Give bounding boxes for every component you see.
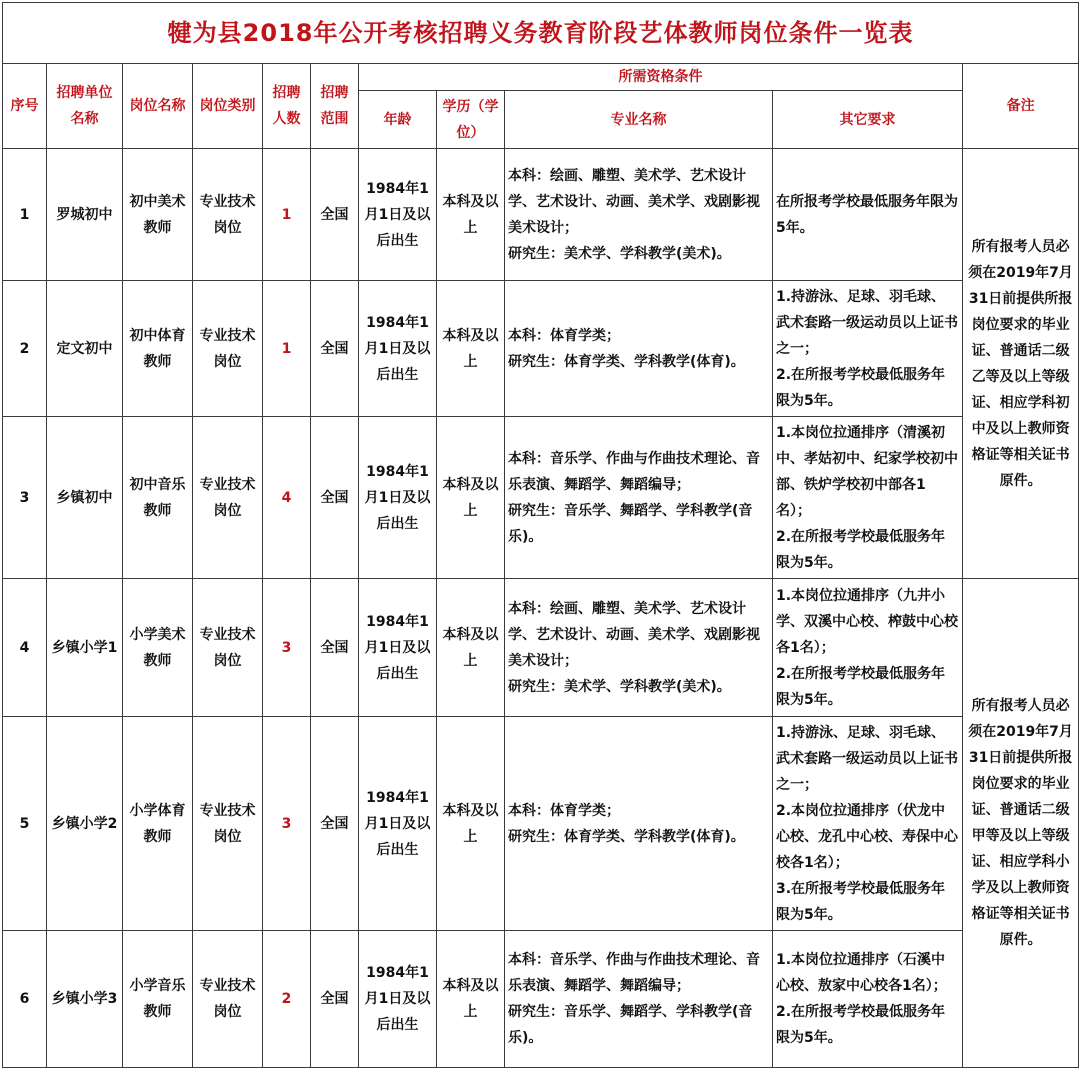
table-row	[3, 931, 1079, 1068]
cell-seq: 1	[3, 149, 47, 281]
page-title: 犍为县2018年公开考核招聘义务教育阶段艺体教师岗位条件一览表	[3, 3, 1079, 64]
header-major: 专业名称	[505, 91, 773, 149]
cell-major: 本科：绘画、雕塑、美术学、艺术设计学、艺术设计、动画、美术学、戏剧影视美术设计； 研究生：美术学、学科教学(美术)。	[505, 149, 773, 281]
cell-category: 专业技术岗位	[193, 579, 263, 717]
cell-education: 本科及以上	[437, 579, 505, 717]
cell-scope: 全国	[311, 417, 359, 579]
header-remarks: 备注	[963, 64, 1079, 149]
cell-age: 1984年1月1日及以后出生	[359, 281, 437, 417]
cell-other: 1.本岗位拉通排序（石溪中心校、敖家中心校各1名）； 2.在所报考学校最低服务年限为5年。	[773, 931, 963, 1068]
cell-seq: 5	[3, 717, 47, 931]
positions-table	[2, 2, 1079, 1068]
cell-other: 在所报考学校最低服务年限为5年。	[773, 149, 963, 281]
cell-education: 本科及以上	[437, 931, 505, 1068]
cell-count: 1	[263, 149, 311, 281]
cell-education: 本科及以上	[437, 281, 505, 417]
cell-education: 本科及以上	[437, 149, 505, 281]
cell-unit: 乡镇小学3	[47, 931, 123, 1068]
cell-age: 1984年1月1日及以后出生	[359, 717, 437, 931]
cell-category: 专业技术岗位	[193, 417, 263, 579]
header-scope: 招聘范围	[311, 64, 359, 149]
cell-count: 4	[263, 417, 311, 579]
cell-scope: 全国	[311, 281, 359, 417]
cell-major: 本科：绘画、雕塑、美术学、艺术设计学、艺术设计、动画、美术学、戏剧影视美术设计； 研究生：美术学、学科教学(美术)。	[505, 579, 773, 717]
cell-unit: 定文初中	[47, 281, 123, 417]
recruitment-sheet	[2, 2, 1078, 1073]
cell-count: 2	[263, 931, 311, 1068]
cell-other: 1.本岗位拉通排序（九井小学、双溪中心校、榨鼓中心校各1名）； 2.在所报考学校最低服务年限为5年。	[773, 579, 963, 717]
header-qualifications: 所需资格条件	[359, 64, 963, 91]
cell-age: 1984年1月1日及以后出生	[359, 579, 437, 717]
cell-seq: 6	[3, 931, 47, 1068]
cell-major: 本科：体育学类； 研究生：体育学类、学科教学(体育)。	[505, 281, 773, 417]
cell-count: 3	[263, 579, 311, 717]
cell-category: 专业技术岗位	[193, 931, 263, 1068]
cell-unit: 乡镇初中	[47, 417, 123, 579]
cell-position: 初中体育教师	[123, 281, 193, 417]
cell-unit: 罗城初中	[47, 149, 123, 281]
header-count: 招聘人数	[263, 64, 311, 149]
title-row	[3, 3, 1079, 64]
cell-count: 3	[263, 717, 311, 931]
cell-seq: 2	[3, 281, 47, 417]
header-other: 其它要求	[773, 91, 963, 149]
cell-age: 1984年1月1日及以后出生	[359, 149, 437, 281]
header-category: 岗位类别	[193, 64, 263, 149]
cell-category: 专业技术岗位	[193, 717, 263, 931]
cell-count: 1	[263, 281, 311, 417]
cell-scope: 全国	[311, 579, 359, 717]
cell-major: 本科：体育学类； 研究生：体育学类、学科教学(体育)。	[505, 717, 773, 931]
cell-category: 专业技术岗位	[193, 149, 263, 281]
table-row	[3, 149, 1079, 281]
header-seq: 序号	[3, 64, 47, 149]
header-position: 岗位名称	[123, 64, 193, 149]
cell-major: 本科：音乐学、作曲与作曲技术理论、音乐表演、舞蹈学、舞蹈编导； 研究生：音乐学、舞蹈学、学科教学(音乐)。	[505, 417, 773, 579]
cell-education: 本科及以上	[437, 417, 505, 579]
cell-position: 小学音乐教师	[123, 931, 193, 1068]
cell-scope: 全国	[311, 717, 359, 931]
header-row-1	[3, 64, 1079, 91]
cell-seq: 3	[3, 417, 47, 579]
header-unit: 招聘单位名称	[47, 64, 123, 149]
table-row	[3, 417, 1079, 579]
cell-education: 本科及以上	[437, 717, 505, 931]
table-row	[3, 579, 1079, 717]
cell-unit: 乡镇小学1	[47, 579, 123, 717]
cell-major: 本科：音乐学、作曲与作曲技术理论、音乐表演、舞蹈学、舞蹈编导； 研究生：音乐学、舞蹈学、学科教学(音乐)。	[505, 931, 773, 1068]
cell-age: 1984年1月1日及以后出生	[359, 417, 437, 579]
cell-unit: 乡镇小学2	[47, 717, 123, 931]
table-row	[3, 281, 1079, 417]
table-row	[3, 717, 1079, 931]
cell-seq: 4	[3, 579, 47, 717]
cell-scope: 全国	[311, 149, 359, 281]
header-age: 年龄	[359, 91, 437, 149]
header-education: 学历（学位）	[437, 91, 505, 149]
cell-other: 1.持游泳、足球、羽毛球、武术套路一级运动员以上证书之一； 2.本岗位拉通排序（伏龙中心校、龙孔中心校、寿保中心校各1名）； 3.在所报考学校最低服务年限为5年。	[773, 717, 963, 931]
cell-remarks-middle-school: 所有报考人员必须在2019年7月31日前提供所报岗位要求的毕业证、普通话二级乙等及以上等级证、相应学科初中及以上教师资格证等相关证书原件。	[963, 149, 1079, 579]
cell-other: 1.持游泳、足球、羽毛球、武术套路一级运动员以上证书之一； 2.在所报考学校最低服务年限为5年。	[773, 281, 963, 417]
cell-scope: 全国	[311, 931, 359, 1068]
cell-remarks-primary-school: 所有报考人员必须在2019年7月31日前提供所报岗位要求的毕业证、普通话二级甲等及以上等级证、相应学科小学及以上教师资格证等相关证书原件。	[963, 579, 1079, 1068]
cell-position: 小学美术教师	[123, 579, 193, 717]
cell-other: 1.本岗位拉通排序（清溪初中、孝姑初中、纪家学校初中部、铁炉学校初中部各1名）； 2.在所报考学校最低服务年限为5年。	[773, 417, 963, 579]
cell-category: 专业技术岗位	[193, 281, 263, 417]
cell-position: 初中音乐教师	[123, 417, 193, 579]
cell-position: 初中美术教师	[123, 149, 193, 281]
cell-position: 小学体育教师	[123, 717, 193, 931]
cell-age: 1984年1月1日及以后出生	[359, 931, 437, 1068]
